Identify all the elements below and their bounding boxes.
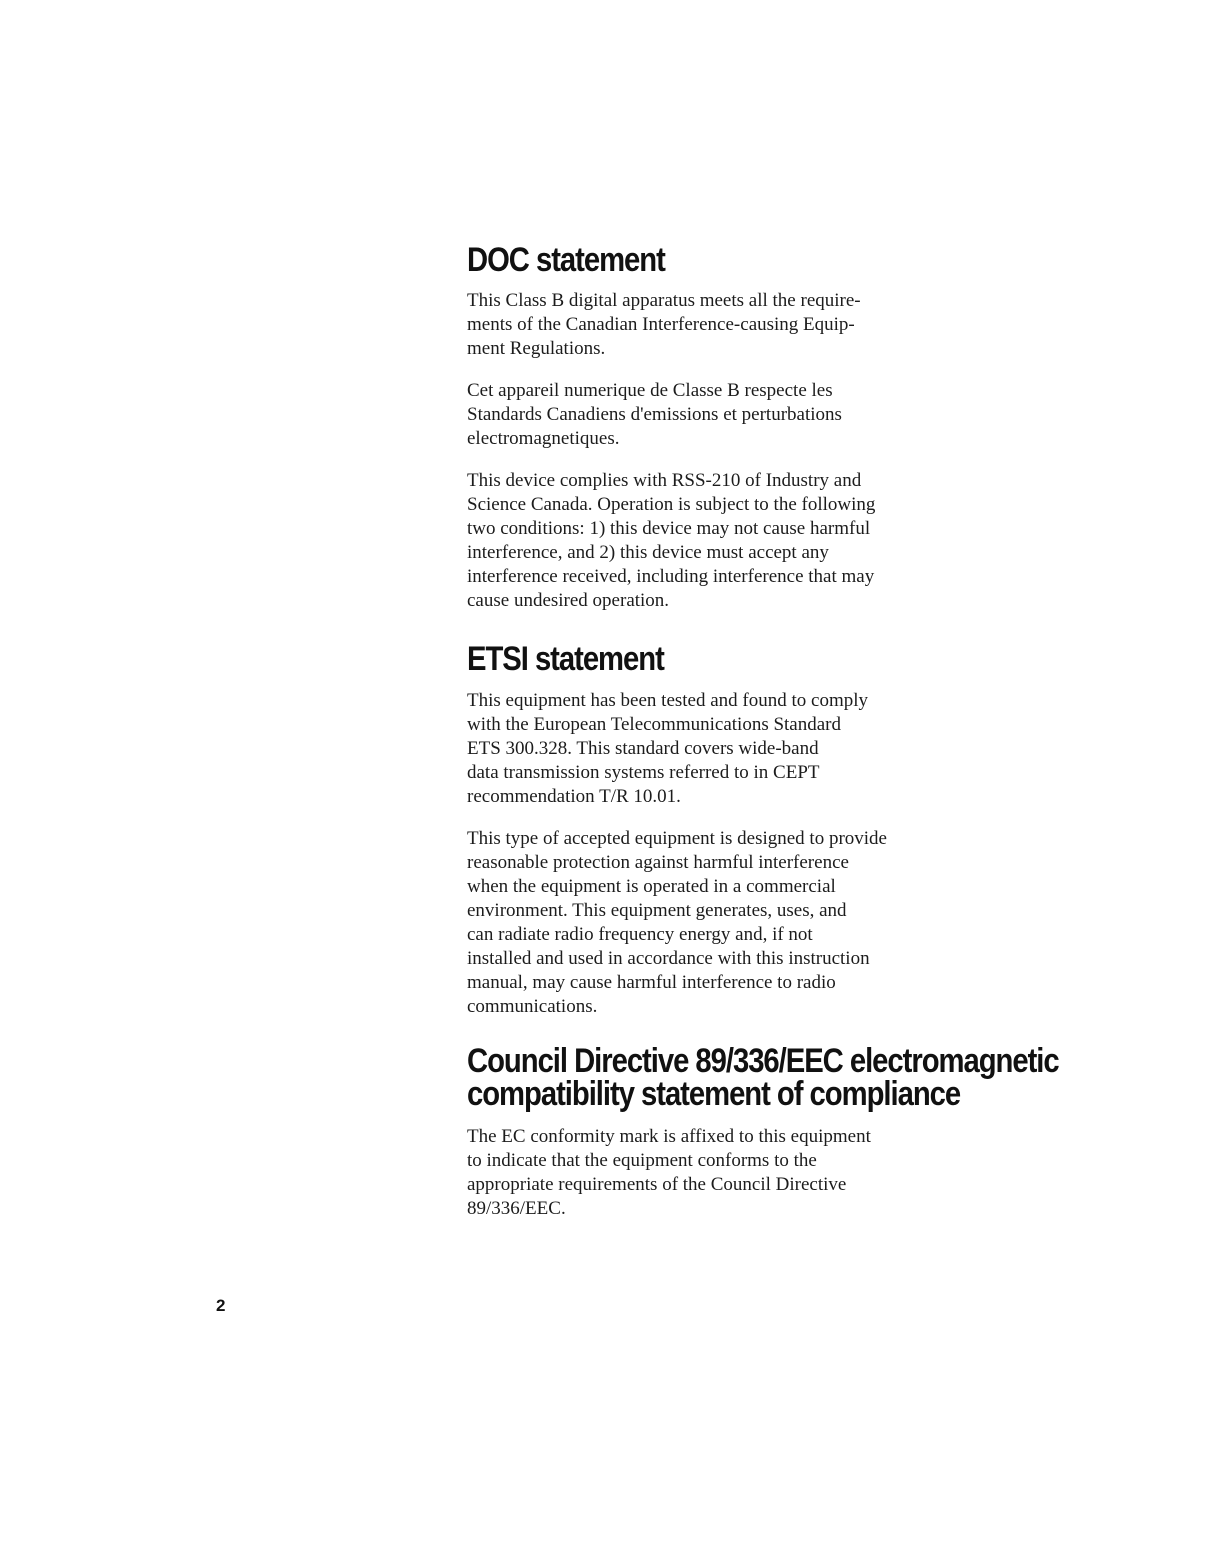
doc-statement-section (467, 241, 972, 613)
page-number: 2 (216, 1296, 226, 1315)
etsi-statement-section (467, 640, 972, 1019)
council-paragraph-1: The EC conformity mark is affixed to this equipment to indicate that the equipment conforms to the appropriate requirements of the Council Directive 89/336/EEC. (467, 1126, 871, 1219)
text-column (467, 241, 1059, 1221)
council-directive-heading: Council Directive 89/336/EEC electromagnetic compatibility statement of compliance (467, 1042, 1059, 1113)
council-directive-section (467, 1042, 1059, 1221)
doc-paragraph-1: This Class B digital apparatus meets all the require- ments of the Canadian Interference-causing Equip- ment Regulations. (467, 290, 861, 359)
doc-paragraph-3: This device complies with RSS-210 of Industry and Science Canada. Operation is subject to the following two conditions: 1) this device may not cause harmful interference, and 2) this device must accept any interference received, including interference that may cause undesired operation. (467, 470, 876, 611)
doc-paragraph-2: Cet appareil numerique de Classe B respecte les Standards Canadiens d'emissions et perturbations electromagnetiques. (467, 380, 842, 449)
doc-statement-heading: DOC statement (467, 241, 665, 279)
etsi-statement-heading: ETSI statement (467, 640, 664, 678)
etsi-paragraph-1: This equipment has been tested and found to comply with the European Telecommunications Standard ETS 300.328. This standard covers wide-band data transmission systems referred to in CEPT recommendation T/R 10.01. (467, 690, 869, 807)
etsi-paragraph-2: This type of accepted equipment is designed to provide reasonable protection against harmful interference when the equipment is operated in a commercial environment. This equipment generates, uses, and can radiate radio frequency energy and, if not installed and used in accordance with this instruction manual, may cause harmful interference to radio communications. (467, 828, 887, 1017)
